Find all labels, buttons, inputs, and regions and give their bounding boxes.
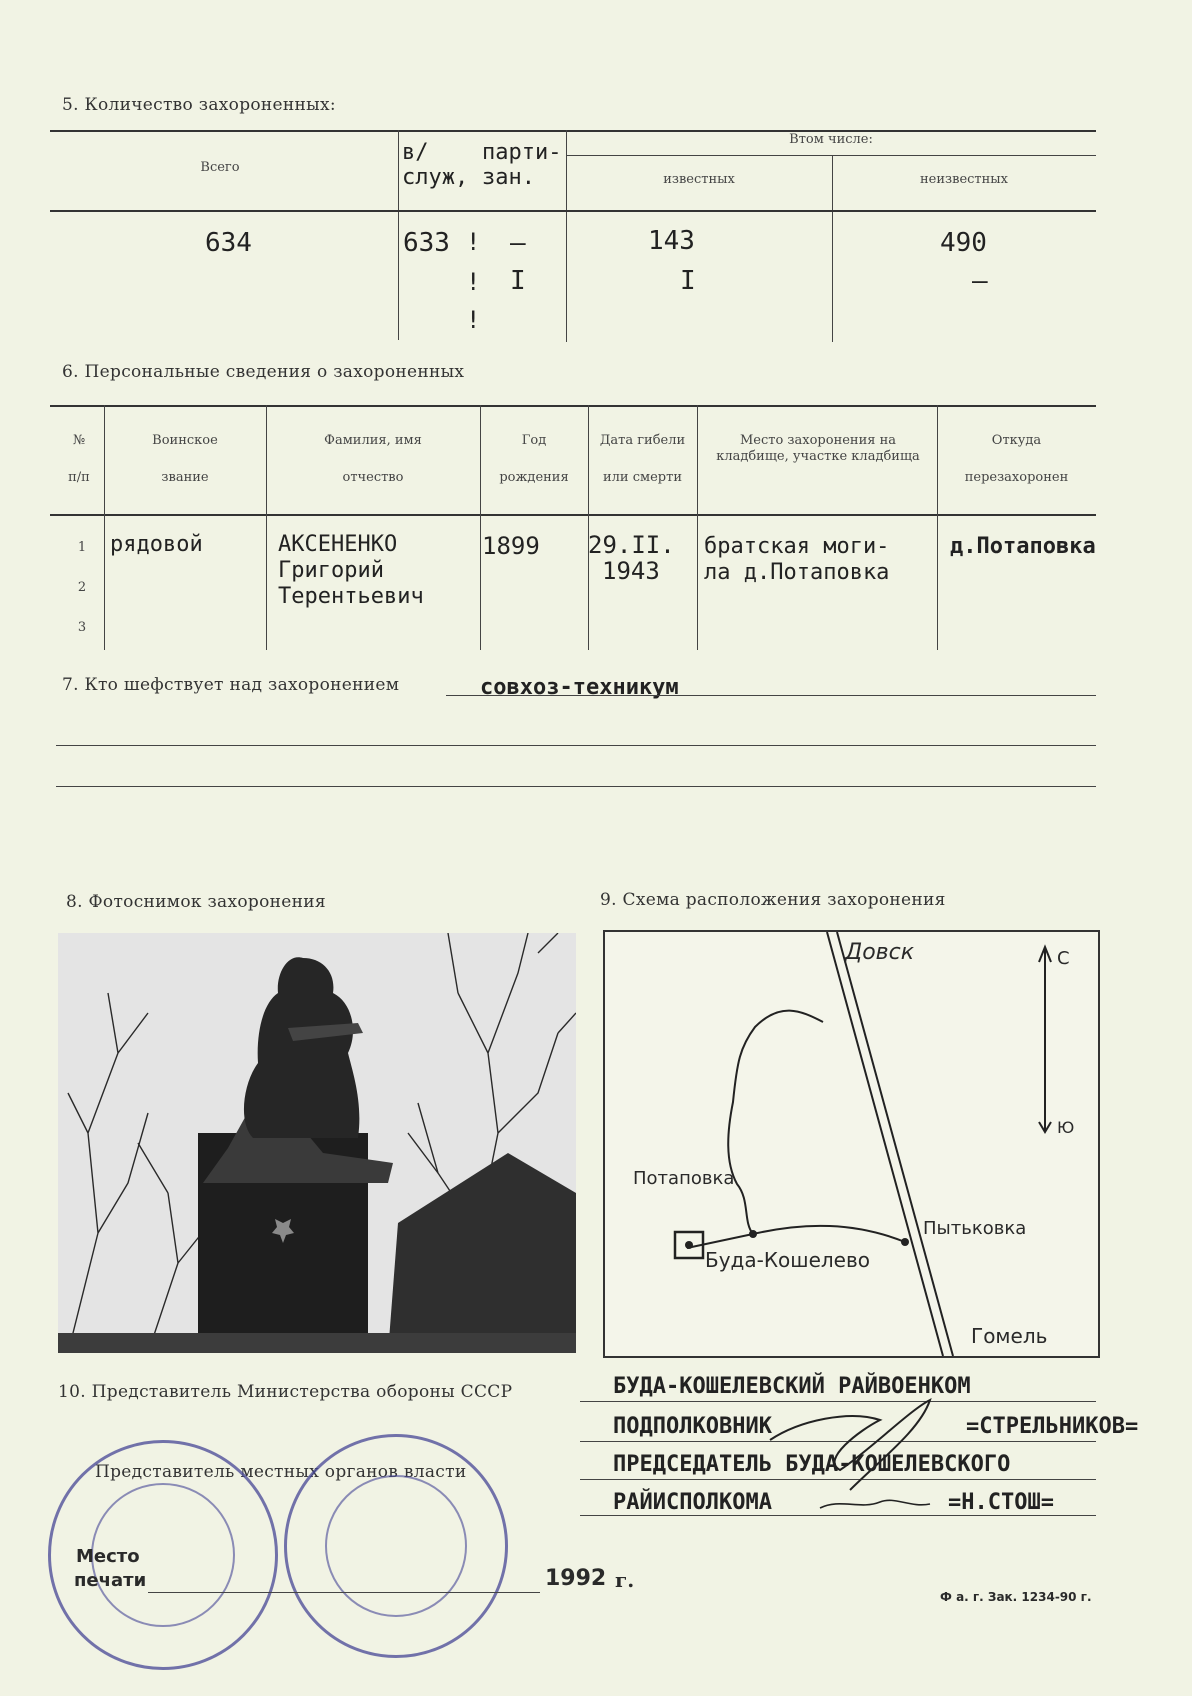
h-rank: Воинское	[152, 433, 218, 448]
executive-committee-stamp	[284, 1434, 508, 1658]
table6-header-bottom	[50, 514, 1096, 516]
table6-divider	[697, 405, 698, 650]
table6-top-border	[50, 405, 1096, 407]
reburied-from: д.Потаповка	[950, 534, 1096, 559]
stamp-place-label-2: печати	[74, 1570, 147, 1591]
stamp-place-label-1: Место	[76, 1546, 140, 1567]
map-label-potapovka: Потаповка	[633, 1168, 735, 1189]
fill-line	[56, 786, 1096, 787]
row-num-3: 3	[77, 620, 87, 635]
table5-header-unknown: неизвестных	[920, 172, 1008, 187]
burial-place-2: ла д.Потаповка	[704, 560, 890, 585]
h-name: Фамилия, имя	[324, 433, 422, 448]
known-buried-value: 143	[648, 226, 695, 256]
scheme-drawing	[605, 932, 1098, 1356]
buried-surname: АКСЕНЕНКО	[278, 532, 398, 557]
known-buried-value-2: I	[680, 266, 696, 296]
map-label-north: С	[1057, 948, 1070, 969]
table5-header-mil: в/ служ,	[402, 140, 469, 190]
h-rank2: звание	[161, 470, 209, 485]
h-place: Место захоронения на кладбище, участке кладбища	[716, 433, 920, 464]
signature	[760, 1380, 980, 1530]
patron-organization: совхоз-техникум	[480, 675, 679, 700]
memorial-photo-image	[58, 933, 576, 1353]
row-num-2: 2	[77, 580, 87, 595]
buried-first-name: Григорий	[278, 558, 384, 583]
row-num-1: 1	[77, 540, 87, 555]
h-date: Дата гибели	[599, 433, 686, 448]
buried-death-date-2: 1943	[602, 557, 660, 585]
table5-divider	[398, 130, 399, 340]
h-date2: или смерти	[603, 470, 682, 485]
chairman-title: ПРЕДСЕДАТЕЛЬ БУДА-КОШЕЛЕВСКОГО	[613, 1452, 1011, 1477]
table5-header-total: Всего	[200, 160, 240, 175]
map-label-pytkovka: Пытьковка	[923, 1218, 1027, 1239]
h-num2: п/п	[68, 470, 90, 485]
commissariat-name: БУДА-КОШЕЛЕВСКИЙ РАЙВОЕНКОМ	[613, 1374, 971, 1399]
section8-title: 8. Фотоснимок захоронения	[66, 892, 326, 912]
section7-title: 7. Кто шефствует над захоронением	[62, 675, 400, 695]
commissar-name: =СТРЕЛЬНИКОВ=	[966, 1414, 1139, 1439]
location-scheme	[603, 930, 1100, 1358]
rank-line: ПОДПОЛКОВНИК	[613, 1414, 772, 1439]
dashed-marker: !	[466, 306, 481, 334]
fill-line	[56, 745, 1096, 746]
table5-subheader-line	[566, 155, 1096, 156]
section9-title: 9. Схема расположения захоронения	[600, 890, 946, 910]
total-buried-value: 634	[205, 228, 252, 258]
fill-line	[446, 695, 1096, 696]
buried-patronymic: Терентьевич	[278, 584, 424, 609]
section6-title: 6. Персональные сведения о захороненных	[62, 362, 465, 382]
partisan-value-1: –	[510, 228, 526, 258]
h-name2: отчество	[342, 470, 404, 485]
h-num: №	[72, 433, 86, 448]
executive-committee: РАЙИСПОЛКОМА	[613, 1490, 772, 1515]
partisan-value-2: I	[510, 266, 526, 296]
date-year: 1992	[545, 1566, 607, 1591]
local-authority-label: Представитель местных органов власти	[95, 1462, 467, 1482]
h-year: Год	[521, 433, 547, 448]
table5-header-including: Втом числе:	[789, 132, 873, 147]
date-year-suffix: г.	[615, 1568, 635, 1592]
unknown-buried-value: 490	[940, 228, 987, 258]
buried-birth-year: 1899	[482, 532, 540, 560]
section5-title: 5. Количество захороненных:	[62, 95, 336, 115]
dashed-marker: !	[466, 268, 481, 296]
table5-header-partisan: парти- зан.	[482, 140, 562, 190]
memorial-photo	[58, 933, 576, 1353]
buried-rank: рядовой	[110, 532, 203, 557]
dashed-marker: !	[466, 228, 481, 256]
printer-mark: Ф а. г. Зак. 1234-90 г.	[940, 1590, 1092, 1604]
military-buried-value: 633	[403, 228, 450, 258]
date-line	[148, 1592, 540, 1593]
map-label-dovsk: Довск	[845, 940, 914, 965]
table5-header-known: известных	[663, 172, 735, 187]
chairman-name: =Н.СТОШ=	[948, 1490, 1054, 1515]
section10-title: 10. Представитель Министерства обороны СССР	[58, 1382, 513, 1402]
map-label-buda-koshelevo: Буда-Кошелево	[705, 1248, 871, 1272]
map-label-gomel: Гомель	[971, 1324, 1048, 1348]
table5-header-bottom	[50, 210, 1096, 212]
unknown-buried-value-2: –	[972, 266, 988, 296]
burial-place-1: братская моги-	[704, 534, 890, 559]
h-from: Откуда	[991, 433, 1042, 448]
h-from2: перезахоронен	[964, 470, 1069, 485]
buried-death-date-1: 29.II.	[588, 531, 675, 559]
table5-divider	[566, 130, 567, 342]
map-label-south: Ю	[1057, 1118, 1075, 1137]
h-year2: рождения	[499, 470, 569, 485]
stamp-inner-ring	[325, 1475, 467, 1617]
